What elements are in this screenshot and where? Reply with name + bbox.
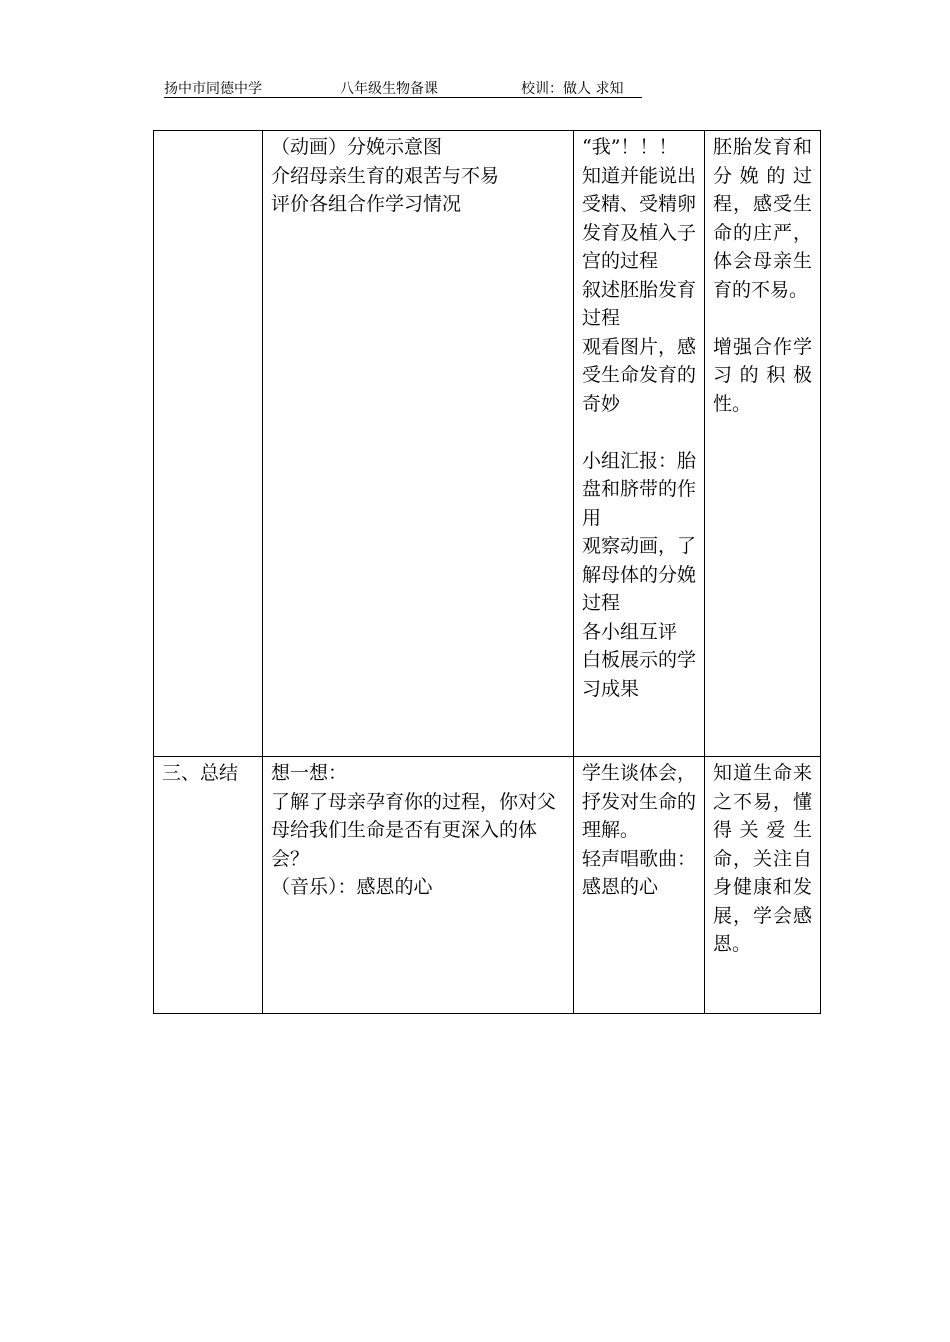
- teacher-activity-cell: [263, 131, 574, 757]
- intent-line-blank: [713, 304, 812, 333]
- stage-label: [162, 133, 254, 162]
- student-line: 轻声唱歌曲：感恩的心: [582, 847, 697, 898]
- student-line: 观察动画，了解母体的分娩过程: [582, 535, 697, 614]
- student-line: 白板展示的学习成果: [582, 649, 697, 700]
- intent-line: 知道生命来之不易，懂得关爱生命，关注自身健康和发展，学会感恩。: [713, 762, 812, 955]
- school-motto: 校训：做人 求知: [521, 81, 624, 97]
- teacher-line: 评价各组合作学习情况: [271, 193, 462, 215]
- stage-label: 三、总结: [162, 762, 239, 784]
- student-line: 学生谈体会，抒发对生命的理解。: [582, 762, 697, 841]
- intent-line: 增强合作学习的积极性。: [713, 335, 812, 415]
- student-line: 小组汇报：胎盘和脐带的作用: [582, 449, 697, 529]
- student-line: 各小组互评: [582, 620, 678, 643]
- lesson-plan-table: [153, 130, 821, 1014]
- school-name: 扬中市同德中学: [164, 81, 262, 97]
- design-intent-cell: [705, 131, 821, 757]
- table-row: [154, 757, 821, 1014]
- student-line-blank: [582, 418, 696, 447]
- course-title: 八年级生物备课: [340, 81, 438, 97]
- teacher-line: （音乐）：感恩的心: [271, 876, 433, 898]
- teacher-activity-cell: [263, 757, 574, 1014]
- stage-cell: [154, 757, 263, 1014]
- student-activity-cell: [574, 131, 705, 757]
- student-line: “我”！！！: [582, 136, 678, 158]
- teacher-line: （动画）分娩示意图: [271, 136, 443, 158]
- table-row: [154, 131, 821, 757]
- header-rule: [164, 97, 642, 98]
- student-line: 叙述胚胎发育过程: [582, 278, 697, 329]
- student-line: 知道并能说出受精、受精卵发育及植入子宫的过程: [582, 164, 697, 272]
- page-header: [164, 78, 644, 98]
- intent-line: 胚胎发育和分娩的过程，感受生命的庄严，体会母亲生育的不易。: [713, 136, 812, 301]
- teacher-line: 介绍母亲生育的艰苦与不易: [271, 164, 500, 187]
- teacher-line: 了解了母亲孕育你的过程，你对父母给我们生命是否有更深入的体会？: [271, 790, 557, 870]
- student-line: 观看图片，感受生命发育的奇妙: [582, 335, 697, 415]
- teacher-line: 想一想：: [271, 762, 348, 784]
- stage-cell: [154, 131, 263, 757]
- student-activity-cell: [574, 757, 705, 1014]
- design-intent-cell: [705, 757, 821, 1014]
